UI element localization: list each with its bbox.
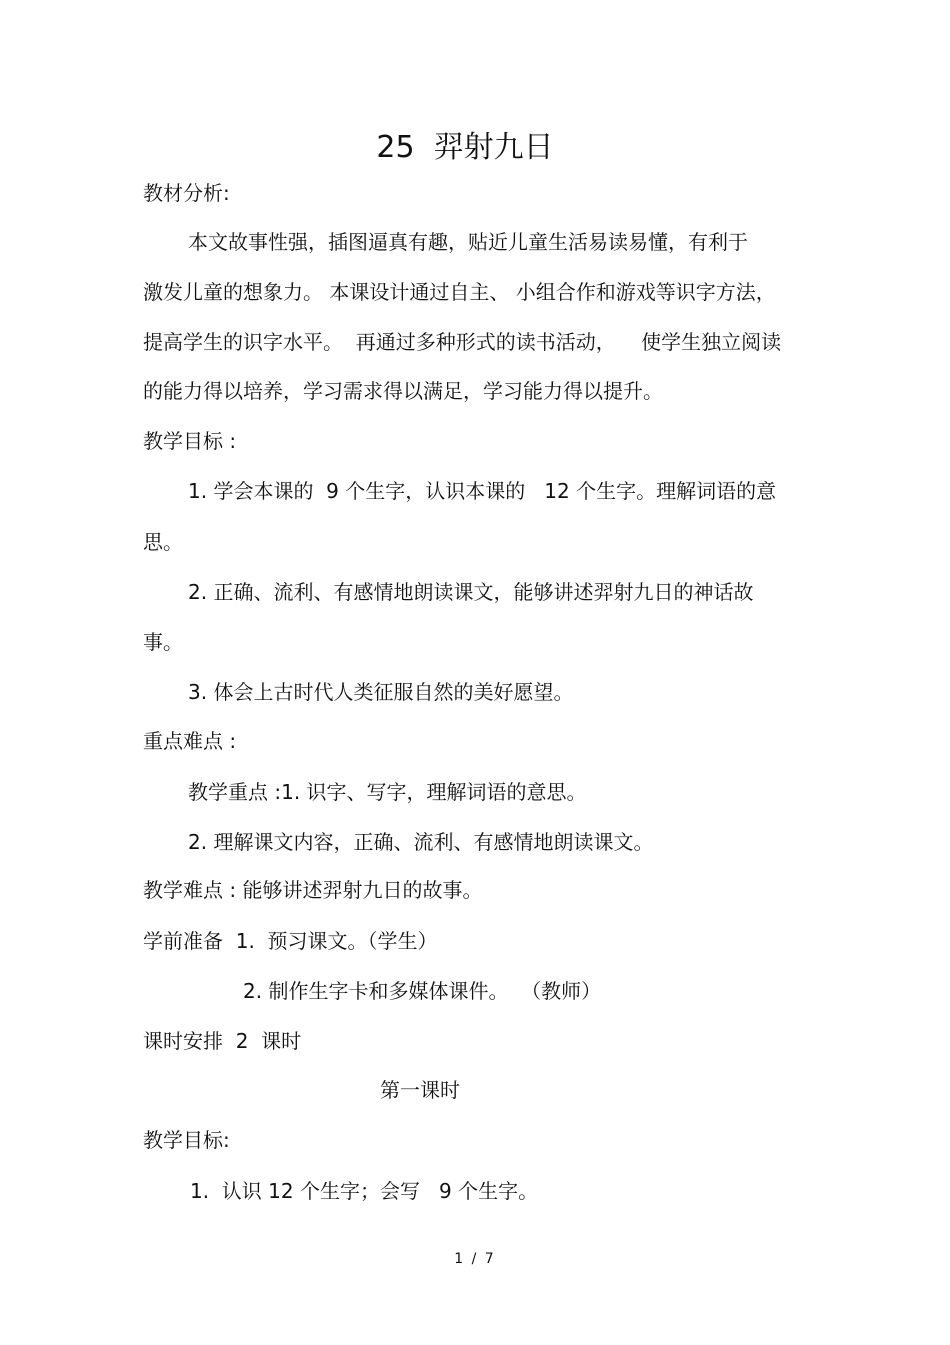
- document-title: 25 羿射九日: [376, 130, 554, 165]
- objective-item: 事。: [143, 630, 183, 654]
- difficult-point-item: 教学难点 : 能够讲述羿射九日的故事。: [143, 878, 483, 902]
- objective-item: 2. 正确、流利、有感情地朗读课文，能够讲述羿射九日的神话故: [188, 580, 754, 604]
- heading-teaching-objectives: 教学目标 :: [143, 429, 237, 453]
- preparation-item: 学前准备 1. 预习课文。（学生）: [143, 929, 438, 953]
- lesson-heading: 第一课时: [380, 1078, 460, 1102]
- paragraph-line: 提高学生的识字水平。 再通过多种形式的读书活动， 使学生独立阅读: [143, 330, 782, 354]
- preparation-item: 2. 制作生字卡和多媒体课件。 （教师）: [243, 979, 602, 1003]
- paragraph-line: 激发儿童的想象力。 本课设计通过自主、 小组合作和游戏等识字方法，: [143, 280, 776, 304]
- page-number: 1 / 7: [454, 1251, 496, 1267]
- key-point-item: 教学重点 :1. 识字、写字，理解词语的意思。: [188, 780, 587, 804]
- objective-item: 思。: [143, 530, 183, 554]
- objective-item: 1. 学会本课的 9 个生字，认识本课的 12 个生字。理解词语的意: [188, 479, 777, 503]
- paragraph-line: 本文故事性强，插图逼真有趣，贴近儿童生活易读易懂，有利于: [188, 230, 748, 254]
- heading-teaching-objectives-lesson: 教学目标:: [143, 1128, 230, 1152]
- objective-item: 1. 认识 12 个生字；会写 9 个生字。: [190, 1179, 539, 1203]
- heading-material-analysis: 教材分析:: [143, 181, 230, 205]
- key-point-item: 2. 理解课文内容，正确、流利、有感情地朗读课文。: [188, 830, 654, 854]
- schedule-line: 课时安排 2 课时: [143, 1029, 302, 1053]
- paragraph-line: 的能力得以培养，学习需求得以满足，学习能力得以提升。: [143, 379, 663, 403]
- objective-item: 3. 体会上古时代人类征服自然的美好愿望。: [188, 680, 574, 704]
- heading-key-difficult-points: 重点难点 :: [143, 729, 237, 753]
